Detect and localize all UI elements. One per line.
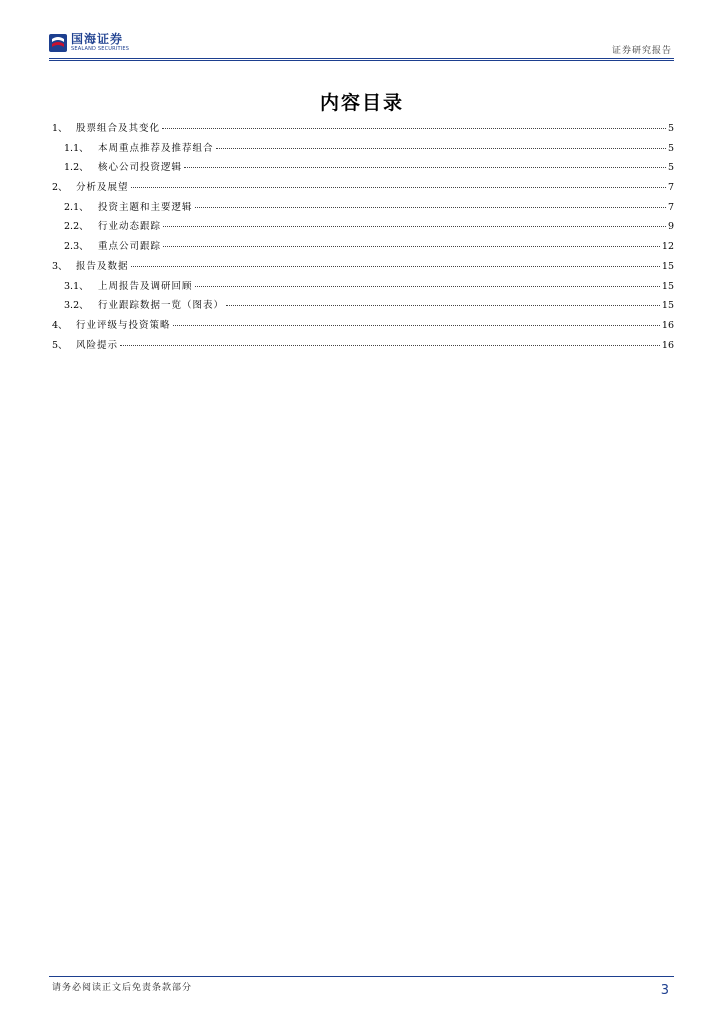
header-divider-thin bbox=[49, 60, 674, 61]
toc-entry[interactable] bbox=[52, 238, 674, 258]
toc-entry-page: 5 bbox=[667, 142, 674, 154]
toc-entry-number: 1.1、 bbox=[64, 142, 89, 154]
toc-entry-number: 2.2、 bbox=[64, 221, 89, 233]
toc-entry-page: 15 bbox=[661, 300, 674, 312]
company-logo bbox=[49, 33, 129, 52]
toc-entry-page: 5 bbox=[667, 162, 674, 174]
table-of-contents bbox=[52, 120, 674, 356]
toc-dot-leader bbox=[216, 148, 666, 149]
toc-entry-label[interactable]: 核心公司投资逻辑 bbox=[98, 162, 183, 174]
toc-entry-page: 16 bbox=[661, 319, 674, 331]
toc-entry-label[interactable]: 分析及展望 bbox=[76, 182, 129, 194]
logo-english-name: SEALAND SECURITIES bbox=[71, 46, 130, 52]
toc-entry-number: 2、 bbox=[52, 182, 68, 194]
toc-entry-number: 3.2、 bbox=[64, 300, 89, 312]
header-divider bbox=[49, 58, 674, 59]
toc-dot-leader bbox=[163, 226, 666, 227]
toc-entry-page: 7 bbox=[667, 201, 674, 213]
toc-entry-label[interactable]: 上周报告及调研回顾 bbox=[98, 280, 193, 292]
toc-entry-number: 2.1、 bbox=[64, 201, 89, 213]
toc-entry-number: 3.1、 bbox=[64, 280, 89, 292]
toc-dot-leader bbox=[131, 187, 666, 188]
toc-dot-leader bbox=[184, 167, 666, 168]
toc-entry[interactable] bbox=[52, 120, 674, 140]
toc-entry[interactable] bbox=[52, 140, 674, 160]
toc-entry-page: 12 bbox=[661, 241, 674, 253]
toc-dot-leader bbox=[226, 305, 660, 306]
toc-dot-leader bbox=[131, 266, 660, 267]
toc-entry[interactable] bbox=[52, 317, 674, 337]
toc-entry-number: 1.2、 bbox=[64, 162, 89, 174]
toc-entry-label[interactable]: 投资主题和主要逻辑 bbox=[98, 201, 193, 213]
sealand-logo-icon bbox=[49, 34, 67, 52]
toc-entry[interactable] bbox=[52, 258, 674, 278]
page-number: 3 bbox=[660, 983, 669, 998]
toc-entry-page: 5 bbox=[667, 123, 674, 134]
toc-entry-number: 4、 bbox=[52, 319, 68, 331]
toc-entry[interactable] bbox=[52, 337, 674, 357]
disclaimer-notice: 请务必阅读正文后免责条款部分 bbox=[52, 983, 193, 993]
toc-entry-label[interactable]: 报告及数据 bbox=[76, 260, 129, 272]
toc-entry-label[interactable]: 行业跟踪数据一览（图表） bbox=[98, 300, 225, 312]
toc-entry[interactable] bbox=[52, 218, 674, 238]
toc-entry-page: 7 bbox=[667, 182, 674, 194]
toc-dot-leader bbox=[173, 325, 660, 326]
toc-entry[interactable] bbox=[52, 297, 674, 317]
toc-dot-leader bbox=[120, 345, 660, 346]
toc-entry-label[interactable]: 行业评级与投资策略 bbox=[76, 319, 171, 331]
toc-entry-number: 2.3、 bbox=[64, 241, 89, 253]
toc-dot-leader bbox=[195, 286, 660, 287]
report-type-label: 证券研究报告 bbox=[611, 46, 672, 56]
footer-divider bbox=[49, 976, 674, 977]
toc-entry-page: 15 bbox=[661, 260, 674, 272]
toc-entry-page: 15 bbox=[661, 280, 674, 292]
toc-entry-label[interactable]: 股票组合及其变化 bbox=[76, 123, 161, 134]
toc-entry[interactable] bbox=[52, 278, 674, 298]
toc-entry-label[interactable]: 重点公司跟踪 bbox=[98, 241, 162, 253]
toc-entry[interactable] bbox=[52, 159, 674, 179]
toc-dot-leader bbox=[163, 246, 660, 247]
page-header bbox=[49, 30, 674, 58]
toc-entry-number: 1、 bbox=[52, 123, 68, 134]
toc-entry[interactable] bbox=[52, 199, 674, 219]
toc-entry[interactable] bbox=[52, 179, 674, 199]
toc-entry-number: 5、 bbox=[52, 339, 68, 351]
toc-entry-label[interactable]: 行业动态跟踪 bbox=[98, 221, 162, 233]
toc-dot-leader bbox=[162, 128, 666, 129]
toc-entry-number: 3、 bbox=[52, 260, 68, 272]
toc-entry-page: 9 bbox=[667, 221, 674, 233]
toc-entry-label[interactable]: 本周重点推荐及推荐组合 bbox=[98, 142, 214, 154]
logo-chinese-name: 国海证券 bbox=[71, 32, 124, 46]
toc-dot-leader bbox=[195, 207, 666, 208]
toc-entry-label[interactable]: 风险提示 bbox=[76, 339, 119, 351]
toc-entry-page: 16 bbox=[661, 339, 674, 351]
page-title: 内容目录 bbox=[319, 92, 404, 114]
